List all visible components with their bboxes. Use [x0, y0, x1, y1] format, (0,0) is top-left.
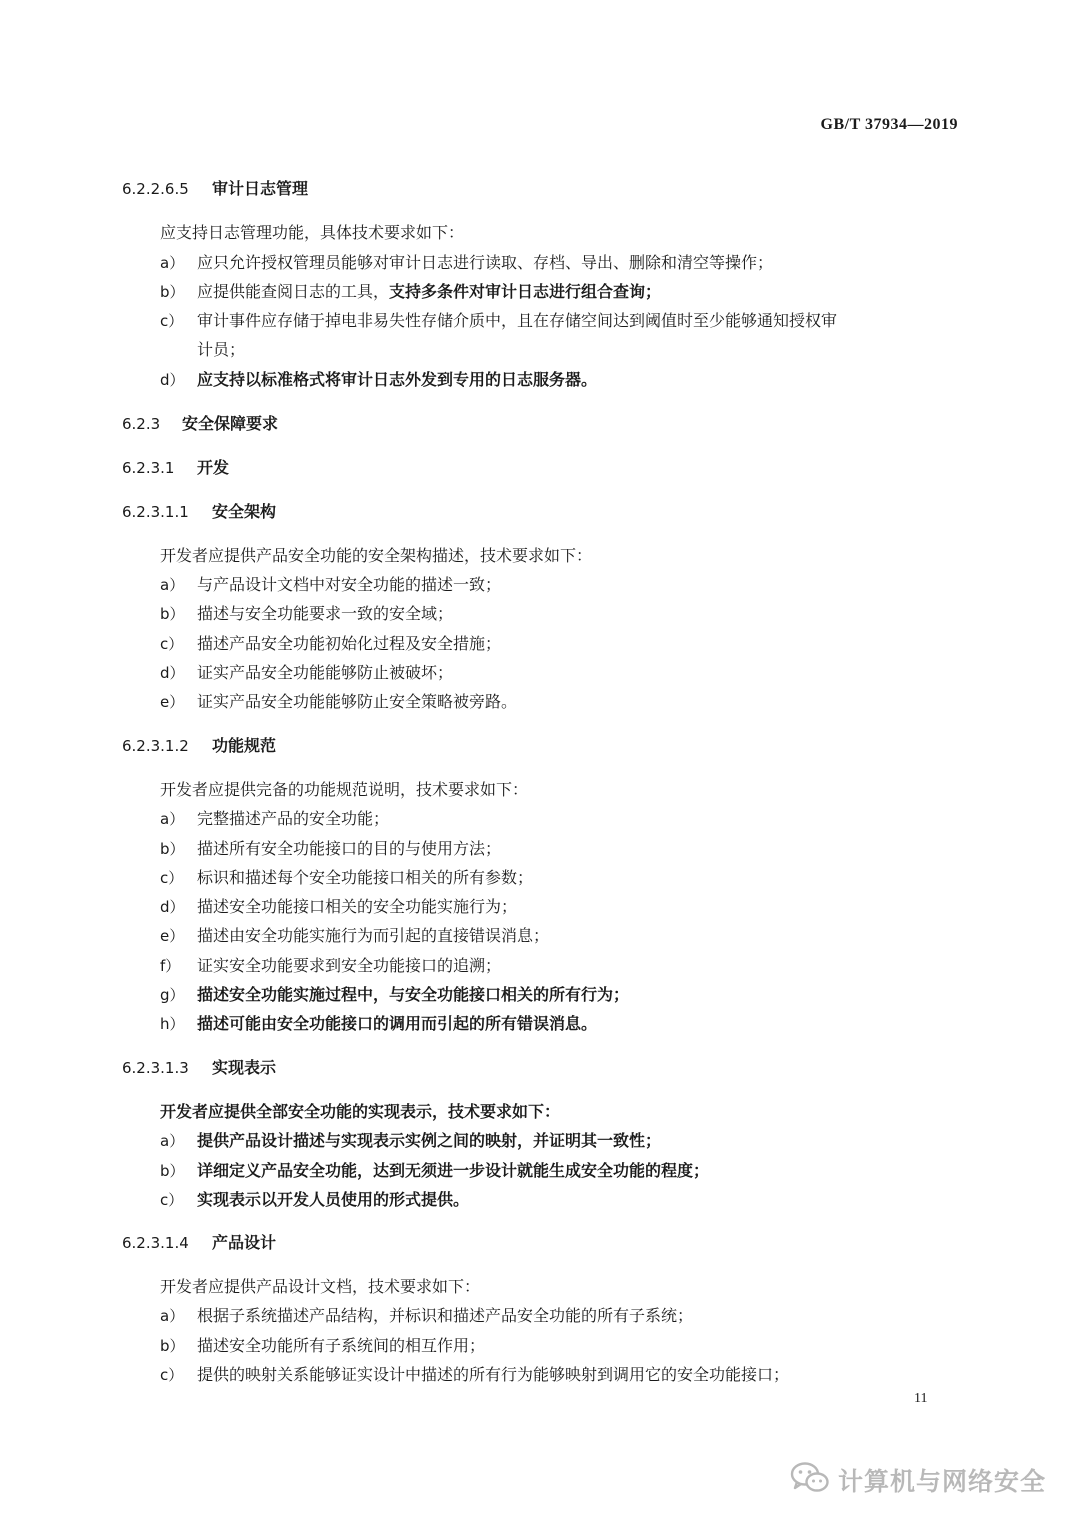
heading-title: 安全保障要求	[182, 414, 279, 433]
item-label: b）	[160, 840, 185, 858]
item-text: 描述由安全功能实施行为而引起的直接错误消息；	[197, 926, 550, 945]
item-label: e）	[160, 693, 185, 711]
item-text: 标识和描述每个安全功能接口相关的所有参数；	[197, 868, 534, 887]
item-label: g）	[160, 986, 185, 1004]
item-text: 描述产品安全功能初始化过程及安全措施；	[197, 634, 502, 653]
intro-text: 开发者应提供产品设计文档，技术要求如下：	[160, 1277, 481, 1296]
item-text: 应只允许授权管理员能够对审计日志进行读取、存档、导出、删除和清空等操作；	[197, 253, 774, 272]
item-label: c）	[160, 1366, 184, 1384]
item-text: 描述所有安全功能接口的目的与使用方法；	[197, 839, 502, 858]
item-label: c）	[160, 635, 184, 653]
item-text: 实现表示以开发人员使用的形式提供。	[197, 1190, 470, 1209]
watermark	[790, 1460, 1046, 1500]
item-label: d）	[160, 664, 185, 682]
watermark-text: 计算机与网络安全	[838, 1467, 1047, 1496]
heading-number: 6.2.2.6.5	[122, 180, 189, 198]
heading-title: 开发	[197, 458, 230, 477]
item-text-bold: 支持多条件对审计日志进行组合查询；	[389, 282, 662, 301]
item-text: 与产品设计文档中对安全功能的描述一致；	[197, 575, 502, 594]
item-text: 审计事件应存储于掉电非易失性存储介质中，且在存储空间达到阈值时至少能够通知授权审	[197, 311, 838, 330]
item-label: b）	[160, 1162, 185, 1180]
item-text: 证实产品安全功能能够防止安全策略被旁路。	[197, 692, 518, 711]
item-label: h）	[160, 1015, 185, 1033]
item-label: c）	[160, 869, 184, 887]
item-label: b）	[160, 283, 185, 301]
item-text	[197, 280, 661, 304]
item-text: 描述与安全功能要求一致的安全域；	[197, 604, 454, 623]
intro-text: 开发者应提供产品安全功能的安全架构描述，技术要求如下：	[160, 546, 593, 565]
item-label: a）	[160, 254, 185, 272]
heading-title: 产品设计	[212, 1233, 277, 1252]
heading-title: 审计日志管理	[212, 179, 309, 198]
item-label: c）	[160, 312, 184, 330]
heading-title: 安全架构	[212, 502, 277, 521]
heading-number: 6.2.3.1.4	[122, 1234, 189, 1252]
item-label: a）	[160, 1132, 185, 1150]
heading-number: 6.2.3.1.2	[122, 737, 189, 755]
item-text: 提供产品设计描述与实现表示实例之间的映射，并证明其一致性；	[197, 1131, 662, 1150]
item-text: 证实安全功能要求到安全功能接口的追溯；	[197, 956, 502, 975]
page-number: 11	[914, 1391, 928, 1406]
item-text: 应支持以标准格式将审计日志外发到专用的日志服务器。	[197, 370, 598, 389]
item-text: 描述安全功能所有子系统间的相互作用；	[197, 1336, 486, 1355]
item-label: a）	[160, 1307, 185, 1325]
item-text: 完整描述产品的安全功能；	[197, 809, 390, 828]
wechat-icon	[790, 1461, 830, 1499]
heading-number: 6.2.3	[122, 415, 161, 433]
heading-title: 实现表示	[212, 1058, 277, 1077]
item-text: 根据子系统描述产品结构，并标识和描述产品安全功能的所有子系统；	[197, 1306, 694, 1325]
item-text-regular: 应提供能查阅日志的工具，	[197, 282, 390, 301]
heading-number: 6.2.3.1.1	[122, 503, 189, 521]
standard-code: GB/T 37934—2019	[820, 116, 958, 133]
item-label: f）	[160, 957, 181, 975]
item-text: 计员；	[197, 340, 246, 359]
intro-text: 应支持日志管理功能，具体技术要求如下：	[160, 223, 465, 242]
item-label: d）	[160, 371, 185, 389]
item-label: d）	[160, 898, 185, 916]
heading-title: 功能规范	[212, 736, 277, 755]
item-text: 提供的映射关系能够证实设计中描述的所有行为能够映射到调用它的安全功能接口；	[197, 1365, 790, 1384]
item-text: 描述可能由安全功能接口的调用而引起的所有错误消息。	[197, 1014, 598, 1033]
item-label: b）	[160, 605, 185, 623]
item-label: b）	[160, 1337, 185, 1355]
item-label: e）	[160, 927, 185, 945]
item-text: 详细定义产品安全功能，达到无须进一步设计就能生成安全功能的程度；	[197, 1161, 710, 1180]
item-text: 证实产品安全功能能够防止被破坏；	[197, 663, 454, 682]
item-text: 描述安全功能实施过程中，与安全功能接口相关的所有行为；	[197, 985, 630, 1004]
heading-number: 6.2.3.1	[122, 459, 175, 477]
intro-text: 开发者应提供完备的功能规范说明，技术要求如下：	[160, 780, 529, 799]
item-label: a）	[160, 576, 185, 594]
item-label: a）	[160, 810, 185, 828]
item-text: 描述安全功能接口相关的安全功能实施行为；	[197, 897, 518, 916]
item-label: c）	[160, 1191, 184, 1209]
intro-text: 开发者应提供全部安全功能的实现表示，技术要求如下：	[160, 1102, 561, 1121]
heading-number: 6.2.3.1.3	[122, 1059, 189, 1077]
